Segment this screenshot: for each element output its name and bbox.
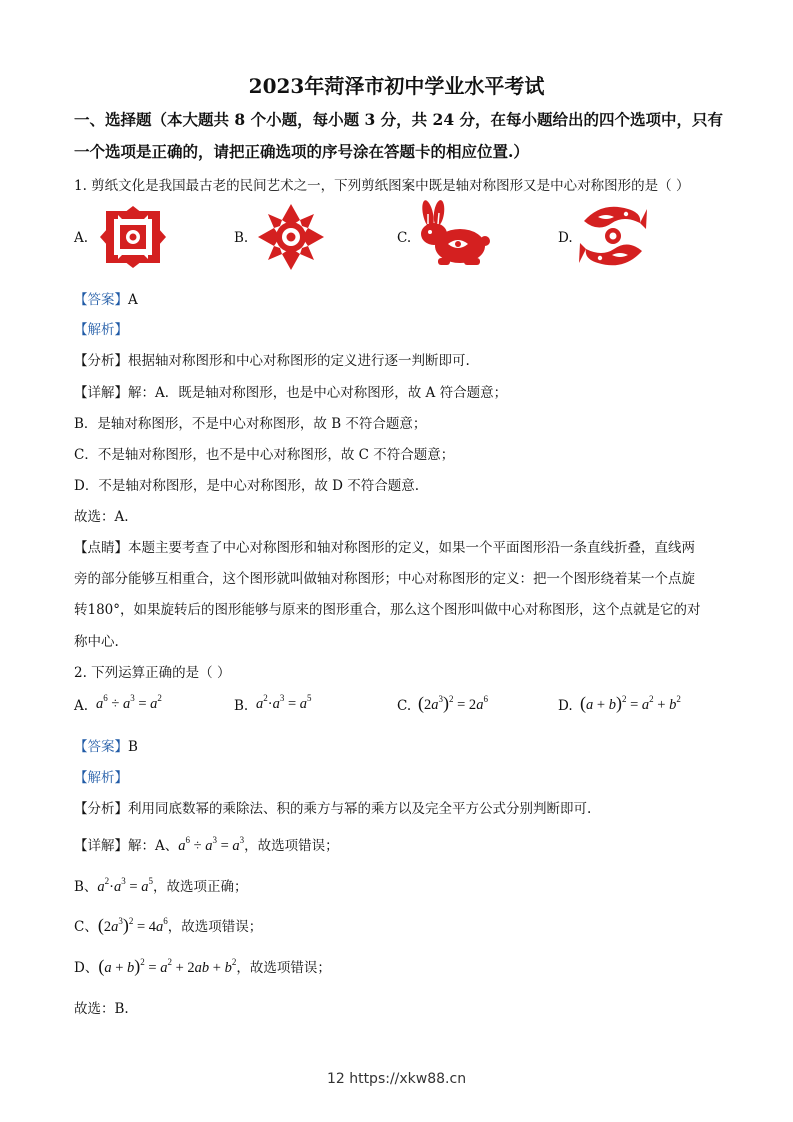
q2-detail-c-suffix: ，故选项错误； bbox=[167, 919, 263, 935]
q1-choice-line: 故选：A. bbox=[74, 509, 129, 525]
q2-detail-line-b bbox=[74, 875, 247, 896]
q2-detail-d-suffix: ，故选项错误； bbox=[236, 960, 331, 976]
q2-detail-line-d bbox=[74, 956, 331, 977]
q1-answer-value: A bbox=[128, 292, 138, 308]
q2-detail-line-c bbox=[74, 915, 262, 936]
q1-note-line3: 转180°，如果旋转后的图形能够与原来的图形重合，那么这个图形叫做中心对称图形，这个点就是它的对 bbox=[74, 602, 701, 618]
papercut-square-pattern-icon bbox=[100, 206, 166, 268]
q2-option-c-label: C. bbox=[397, 698, 412, 714]
q1-analysis-line: 【分析】根据轴对称图形和中心对称图形的定义进行逐一判断即可. bbox=[74, 353, 470, 369]
q2-detail-b-formula: $a^2\cdot a^3 = a^5$ bbox=[97, 876, 153, 895]
q2-detail-c-prefix: C、 bbox=[74, 919, 98, 935]
q1-note-line1: 【点睛】本题主要考查了中心对称图形和轴对称图形的定义，如果一个平面图形沿一条直线折叠，直线两 bbox=[74, 540, 695, 556]
page-footer: 12 https://xkw88.cn bbox=[326, 1071, 467, 1087]
q1-stem: 1. 剪纸文化是我国最古老的民间艺术之一，下列剪纸图案中既是轴对称图形又是中心对称图形的是（ ） bbox=[74, 178, 690, 194]
q2-detail-line-a bbox=[74, 834, 339, 855]
q2-analysis-tag: 【解析】 bbox=[74, 770, 128, 786]
q2-option-d-label: D. bbox=[558, 698, 573, 714]
q2-detail-a-formula: $a^6 \div a^3 = a^3$ bbox=[178, 835, 245, 854]
papercut-fish-pair-icon bbox=[578, 199, 648, 273]
q2-option-a-label: A. bbox=[74, 698, 89, 714]
q2-answer-tag: 【答案】 bbox=[74, 739, 128, 755]
q1-detail-line-d: D．不是轴对称图形，是中心对称图形，故 D 不符合题意. bbox=[74, 478, 420, 494]
q1-answer-tag: 【答案】 bbox=[74, 292, 128, 308]
q1-option-b-label: B. bbox=[234, 230, 249, 246]
q2-analysis-line: 【分析】利用同底数幂的乘除法、积的乘方与幂的乘方以及完全平方公式分别判断即可. bbox=[74, 801, 592, 817]
q1-option-a-label: A. bbox=[74, 230, 89, 246]
q1-answer-line bbox=[74, 288, 138, 308]
q2-answer-value: B bbox=[128, 739, 138, 755]
papercut-snowflake-pattern-icon bbox=[256, 202, 326, 272]
page-title: 2023年菏泽市初中学业水平考试 bbox=[248, 74, 545, 98]
q2-answer-line bbox=[74, 735, 138, 755]
q2-detail-a-suffix: ，故选项错误； bbox=[244, 838, 339, 854]
q1-detail-line-c: C．不是轴对称图形，也不是中心对称图形，故 C 不符合题意； bbox=[74, 447, 455, 463]
q2-option-a-formula: $a^6 \div a^3 = a^2$ bbox=[96, 693, 162, 712]
q2-detail-d-prefix: D、 bbox=[74, 960, 99, 976]
q1-option-c-label: C. bbox=[397, 230, 412, 246]
q2-detail-b-suffix: ，故选项正确； bbox=[152, 879, 248, 895]
section-heading-line1: 一、选择题（本大题共 8 个小题，每小题 3 分，共 24 分，在每小题给出的四个选项中，只有 bbox=[74, 110, 724, 129]
q2-detail-a-prefix: 【详解】解：A、 bbox=[74, 838, 179, 854]
q2-detail-d-formula: $(a + b)^2 = a^2 + 2ab + b^2$ bbox=[98, 956, 237, 976]
papercut-rabbit-icon bbox=[414, 200, 490, 272]
section-heading-line2: 一个选项是正确的，请把正确选项的序号涂在答题卡的相应位置.） bbox=[74, 142, 529, 161]
q1-analysis-tag: 【解析】 bbox=[74, 322, 128, 338]
q2-detail-b-prefix: B、 bbox=[74, 879, 98, 895]
q1-detail-line-b: B．是轴对称图形，不是中心对称图形，故 B 不符合题意； bbox=[74, 416, 427, 432]
q1-option-d-label: D. bbox=[558, 230, 573, 246]
q1-note-line4: 称中心. bbox=[74, 634, 119, 650]
q2-stem: 2. 下列运算正确的是（ ） bbox=[74, 665, 231, 681]
q1-detail-line-a: 【详解】解：A．既是轴对称图形，也是中心对称图形，故 A 符合题意； bbox=[74, 385, 508, 401]
q2-detail-c-formula: $(2a^3)^2 = 4a^6$ bbox=[97, 915, 168, 935]
q2-option-c-formula: $(2a^3)^2 = 2a^6$ bbox=[418, 693, 488, 713]
q2-option-b-formula: $a^2\cdot a^3 = a^5$ bbox=[256, 693, 312, 712]
q2-option-d-formula: $(a + b)^2 = a^2 + b^2$ bbox=[580, 693, 681, 713]
q2-option-b-label: B. bbox=[234, 698, 249, 714]
q1-note-line2: 旁的部分能够互相重合，这个图形就叫做轴对称图形；中心对称图形的定义：把一个图形绕着某一个点旋 bbox=[74, 571, 695, 587]
q2-choice-line: 故选：B. bbox=[74, 1001, 129, 1017]
